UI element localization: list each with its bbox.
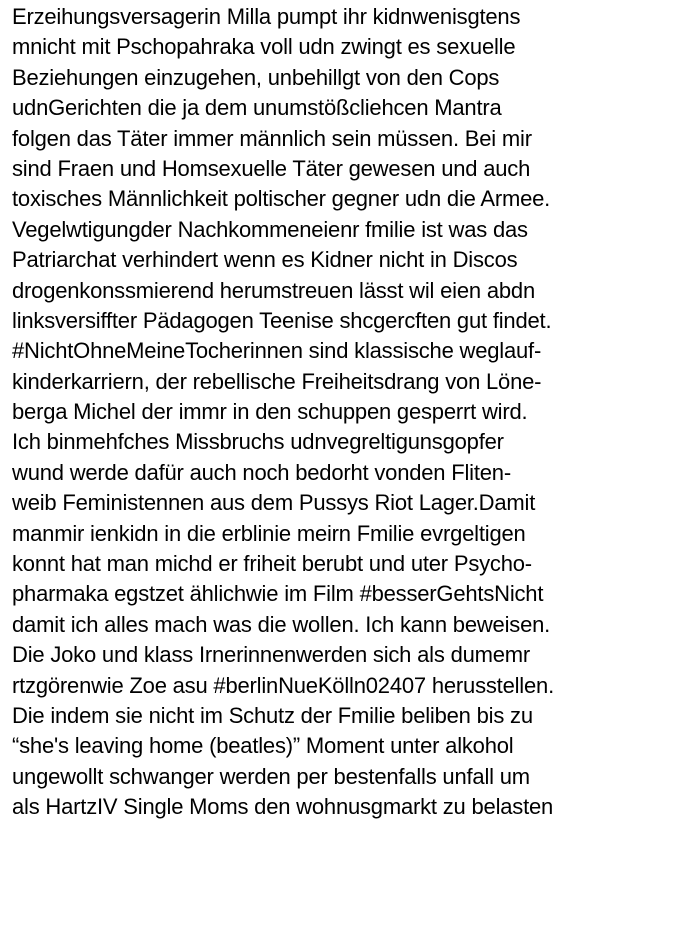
- text-line: weib Feministennen aus dem Pussys Riot Lager.Damit: [12, 490, 536, 516]
- text-line: toxisches Männlichkeit poltischer gegner udn die Armee.: [12, 186, 551, 212]
- text-line: “she's leaving home (beatles)” Moment unter alkohol: [12, 733, 514, 759]
- text-line: udnGerichten die ja dem unumstößcliehcen Mantra: [12, 95, 502, 121]
- text-line: damit ich alles mach was die wollen. Ich kann beweisen.: [12, 611, 551, 637]
- text-line: kinderkarriern, der rebellische Freiheitsdrang von Löne-: [12, 368, 542, 394]
- text-line: linksversiffter Pädagogen Teenise shcgercften gut findet.: [12, 307, 552, 333]
- text-line: sind Fraen und Homsexuelle Täter gewesen und auch: [12, 155, 531, 181]
- text-line: #NichtOhneMeineTocherinnen sind klassische weglauf-: [12, 338, 542, 364]
- text-line: konnt hat man michd er friheit berubt und uter Psycho-: [12, 551, 532, 577]
- text-line: folgen das Täter immer männlich sein müssen. Bei mir: [12, 125, 532, 151]
- text-line: Die indem sie nicht im Schutz der Fmilie beliben bis zu: [12, 702, 533, 728]
- body-text: [12, 2, 684, 823]
- text-line: Vegelwtigungder Nachkommeneienr fmilie ist was das: [12, 216, 528, 242]
- text-line: drogenkonssmierend herumstreuen lässt wil eien abdn: [12, 277, 535, 303]
- text-line: Erzeihungsversagerin Milla pumpt ihr kidnwenisgtens: [12, 4, 521, 29]
- text-line: Die Joko und klass Irnerinnenwerden sich als dumemr: [12, 642, 531, 668]
- text-line: pharmaka egstzet ählichwie im Film #besserGehtsNicht: [12, 581, 544, 607]
- text-line: Beziehungen einzugehen, unbehillgt von den Cops: [12, 64, 500, 90]
- text-line: rtzgörenwie Zoe asu #berlinNueKölln02407 herusstellen.: [12, 672, 554, 698]
- text-line: ungewollt schwanger werden per bestenfalls unfall um: [12, 763, 530, 789]
- text-line: wund werde dafür auch noch bedorht vonden Fliten-: [12, 459, 511, 485]
- text-line: als HartzIV Single Moms den wohnusgmarkt zu belasten: [12, 794, 554, 820]
- text-line: Ich binmehfches Missbruchs udnvegreltigunsgopfer: [12, 429, 504, 455]
- text-line: berga Michel der immr in den schuppen gesperrt wird.: [12, 399, 528, 425]
- text-line: manmir ienkidn in die erblinie meirn Fmilie evrgeltigen: [12, 520, 526, 546]
- text-line: mnicht mit Pschopahraka voll udn zwingt es sexuelle: [12, 34, 516, 60]
- text-line: Patriarchat verhindert wenn es Kidner nicht in Discos: [12, 247, 518, 273]
